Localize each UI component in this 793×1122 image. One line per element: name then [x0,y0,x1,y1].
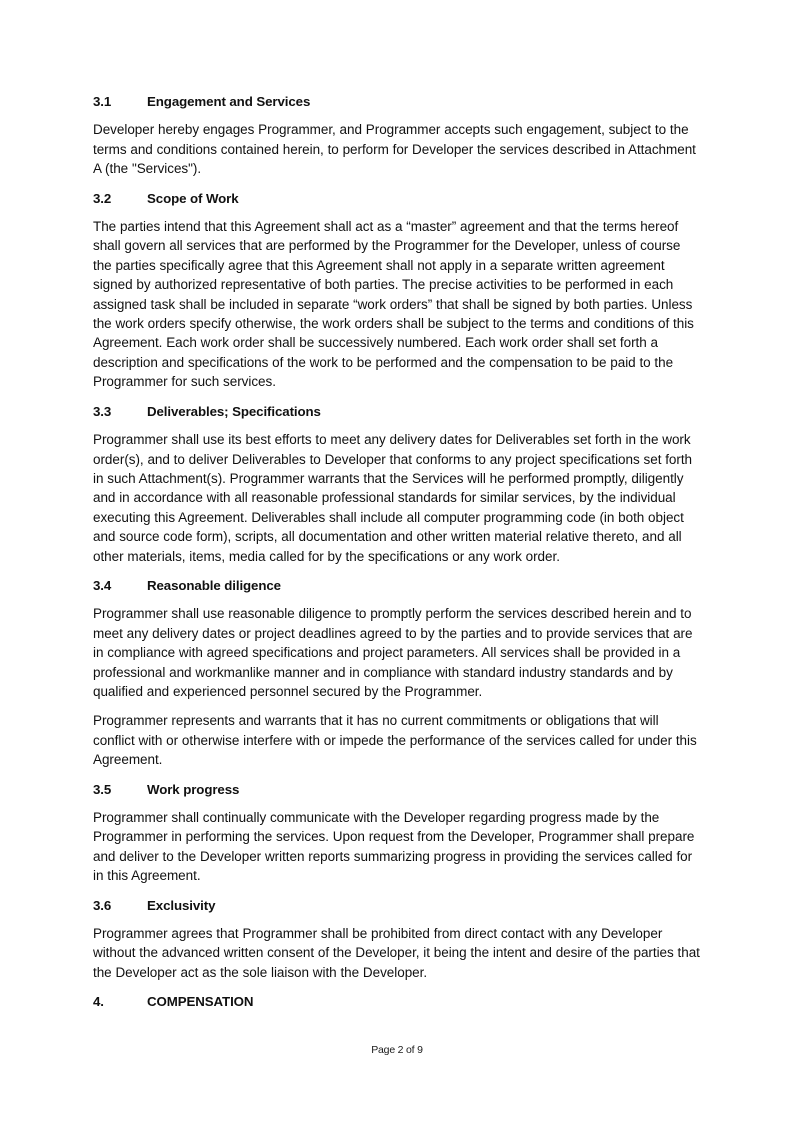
section-paragraph: Programmer shall use reasonable diligence to promptly perform the services described herein and to meet any delivery dates or project deadlines agreed to by the parties and to provide services that are in compliance with agreed specifications and project parameters. All services shall be provided in a professional and workmanlike manner and in compliance with standard industry standards and by qualified and experienced personnel secured by the Programmer. [93,606,693,699]
section-paragraph: Programmer shall continually communicate with the Developer regarding progress made by the Programmer in performing the services. Upon request from the Developer, Programmer shall prepare and deliver to the Developer written reports summarizing progress in providing the services called for in this Agreement. [93,810,695,884]
section-paragraph: Developer hereby engages Programmer, and Programmer accepts such engagement, subject to the terms and conditions contained herein, to perform for Developer the services described in Attachment A (the "Services"). [93,122,696,177]
section-number: 3.4 [93,577,112,593]
section-heading-4 [93,992,701,1011]
section-paragraph: Programmer agrees that Programmer shall be prohibited from direct contact with any Developer without the advanced written consent of the Developer, it being the intent and desire of the parties that the Developer act as the sole liaison with the Developer. [93,926,700,980]
section-number: 3.6 [93,897,112,913]
section-title: Scope of Work [147,190,239,206]
section-title: COMPENSATION [147,994,254,1010]
section-title: Reasonable diligence [147,577,281,593]
section-number: 3.5 [93,781,112,797]
section-number: 3.1 [93,94,112,109]
section-title: Deliverables; Specifications [147,403,321,419]
section-title: Exclusivity [147,897,216,913]
section-paragraph: Programmer represents and warrants that it has no current commitments or obligations that will conflict with or otherwise interfere with or impede the performance of the services called for under this Agreement. [93,713,697,768]
section-heading-3-1 [93,92,701,111]
section-number: 3.3 [93,403,112,419]
section-number: 3.2 [93,190,112,206]
section-heading-3-5 [93,780,701,799]
section-paragraph: Programmer shall use its best efforts to meet any delivery dates for Deliverables set forth in the work order(s), and to deliver Deliverables to Developer that conforms to any project specifications set forth in such Attachment(s). Programmer warrants that the Services will he performed promptly, diligently and in accordance with all reasonable professional standards for similar services, by the individual executing this Agreement. Deliverables shall include all computer programming code (in both object and source code form), scripts, all documentation and other written material relative thereto, and all other materials, items, media called for by the specifications or any work order. [93,432,693,564]
section-title: Engagement and Services [147,94,311,109]
section-paragraph: The parties intend that this Agreement shall act as a “master” agreement and that the terms hereof shall govern all services that are performed by the Programmer for the Developer, unless of course the parties specifically agree that this Agreement shall not apply in a separate written agreement signed by authorized representative of both parties. The precise activities to be performed in each assigned task shall be included in separate “work orders” that shall be signed by both parties. Unless the work orders specify otherwise, the work orders shall be subject to the terms and conditions of this Agreement. Each work order shall be successively numbered. Each work order shall set forth a description and specifications of the work to be performed and the compensation to be paid to the Programmer for such services. [93,219,694,390]
section-heading-3-2 [93,189,701,208]
document-body [93,92,701,1021]
section-number: 4. [93,994,104,1010]
section-heading-3-4 [93,576,701,595]
section-title: Work progress [147,781,240,797]
page-footer: Page 2 of 9 [371,1044,423,1056]
section-heading-3-3 [93,402,701,421]
section-heading-3-6 [93,896,701,915]
